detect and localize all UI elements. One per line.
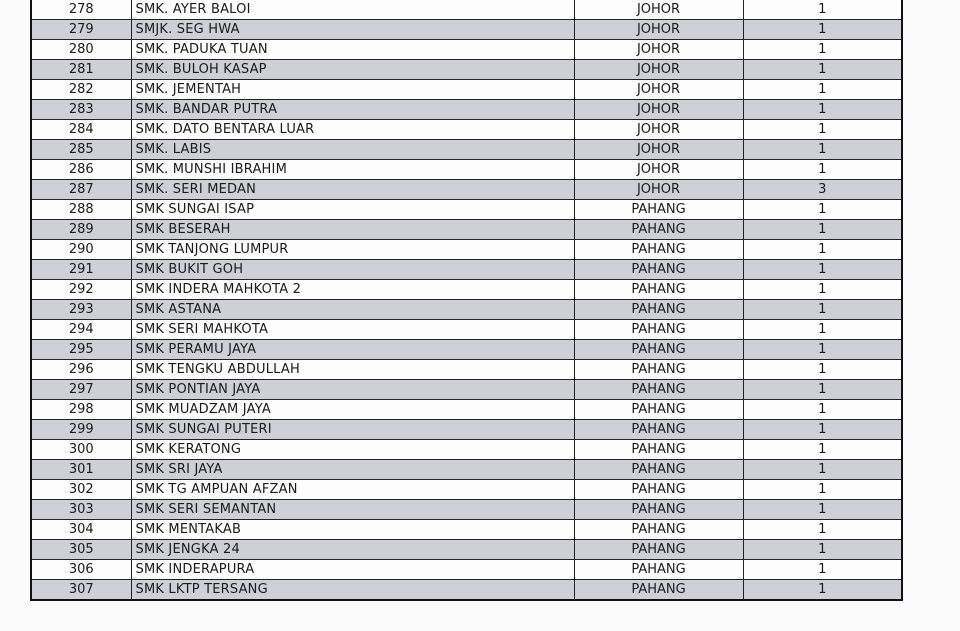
row-number-cell: 278	[31, 0, 131, 20]
count-cell: 1	[743, 240, 902, 260]
row-number-cell: 279	[31, 20, 131, 40]
table-row	[31, 200, 902, 220]
school-list-table-body	[31, 0, 902, 600]
table-row	[31, 80, 902, 100]
table-row	[31, 140, 902, 160]
count-cell: 1	[743, 80, 902, 100]
count-cell: 1	[743, 140, 902, 160]
row-number-cell: 284	[31, 120, 131, 140]
row-number-cell: 293	[31, 300, 131, 320]
school-name-cell: SMK. BULOH KASAP	[131, 60, 574, 80]
row-number-cell: 298	[31, 400, 131, 420]
state-cell: PAHANG	[574, 580, 743, 601]
table-row	[31, 60, 902, 80]
school-name-cell: SMK. PADUKA TUAN	[131, 40, 574, 60]
row-number-cell: 299	[31, 420, 131, 440]
state-cell: PAHANG	[574, 360, 743, 380]
table-row	[31, 120, 902, 140]
school-name-cell: SMK KERATONG	[131, 440, 574, 460]
row-number-cell: 285	[31, 140, 131, 160]
row-number-cell: 280	[31, 40, 131, 60]
count-cell: 1	[743, 120, 902, 140]
table-row	[31, 0, 902, 20]
state-cell: PAHANG	[574, 500, 743, 520]
count-cell: 1	[743, 380, 902, 400]
table-row	[31, 400, 902, 420]
state-cell: PAHANG	[574, 540, 743, 560]
count-cell: 1	[743, 540, 902, 560]
count-cell: 1	[743, 260, 902, 280]
school-name-cell: SMK TG AMPUAN AFZAN	[131, 480, 574, 500]
table-row	[31, 380, 902, 400]
row-number-cell: 282	[31, 80, 131, 100]
state-cell: JOHOR	[574, 140, 743, 160]
table-row	[31, 480, 902, 500]
table-row	[31, 540, 902, 560]
state-cell: PAHANG	[574, 280, 743, 300]
state-cell: PAHANG	[574, 400, 743, 420]
count-cell: 1	[743, 520, 902, 540]
school-name-cell: SMK. JEMENTAH	[131, 80, 574, 100]
school-name-cell: SMK SUNGAI ISAP	[131, 200, 574, 220]
state-cell: PAHANG	[574, 480, 743, 500]
row-number-cell: 288	[31, 200, 131, 220]
table-row	[31, 320, 902, 340]
count-cell: 1	[743, 200, 902, 220]
row-number-cell: 295	[31, 340, 131, 360]
table-row	[31, 440, 902, 460]
table-row	[31, 20, 902, 40]
state-cell: JOHOR	[574, 20, 743, 40]
count-cell: 1	[743, 440, 902, 460]
row-number-cell: 300	[31, 440, 131, 460]
row-number-cell: 302	[31, 480, 131, 500]
row-number-cell: 283	[31, 100, 131, 120]
count-cell: 1	[743, 320, 902, 340]
school-name-cell: SMK SERI MAHKOTA	[131, 320, 574, 340]
state-cell: PAHANG	[574, 320, 743, 340]
row-number-cell: 294	[31, 320, 131, 340]
school-name-cell: SMK MUADZAM JAYA	[131, 400, 574, 420]
table-row	[31, 580, 902, 601]
school-name-cell: SMK INDERA MAHKOTA 2	[131, 280, 574, 300]
count-cell: 3	[743, 180, 902, 200]
table-row	[31, 260, 902, 280]
table-row	[31, 220, 902, 240]
school-name-cell: SMK MENTAKAB	[131, 520, 574, 540]
row-number-cell: 291	[31, 260, 131, 280]
school-name-cell: SMK. LABIS	[131, 140, 574, 160]
count-cell: 1	[743, 220, 902, 240]
count-cell: 1	[743, 580, 902, 601]
state-cell: JOHOR	[574, 0, 743, 20]
school-name-cell: SMK. AYER BALOI	[131, 0, 574, 20]
state-cell: PAHANG	[574, 240, 743, 260]
school-name-cell: SMJK. SEG HWA	[131, 20, 574, 40]
table-row	[31, 360, 902, 380]
school-name-cell: SMK BESERAH	[131, 220, 574, 240]
state-cell: JOHOR	[574, 40, 743, 60]
school-list-table	[30, 0, 903, 601]
table-row	[31, 240, 902, 260]
table-row	[31, 500, 902, 520]
count-cell: 1	[743, 300, 902, 320]
state-cell: PAHANG	[574, 300, 743, 320]
row-number-cell: 301	[31, 460, 131, 480]
table-row	[31, 180, 902, 200]
count-cell: 1	[743, 500, 902, 520]
school-name-cell: SMK. BANDAR PUTRA	[131, 100, 574, 120]
count-cell: 1	[743, 100, 902, 120]
table-row	[31, 300, 902, 320]
count-cell: 1	[743, 460, 902, 480]
state-cell: PAHANG	[574, 200, 743, 220]
table-row	[31, 340, 902, 360]
count-cell: 1	[743, 40, 902, 60]
table-row	[31, 520, 902, 540]
count-cell: 1	[743, 20, 902, 40]
table-row	[31, 40, 902, 60]
row-number-cell: 286	[31, 160, 131, 180]
row-number-cell: 292	[31, 280, 131, 300]
row-number-cell: 307	[31, 580, 131, 601]
school-name-cell: SMK TANJONG LUMPUR	[131, 240, 574, 260]
state-cell: PAHANG	[574, 380, 743, 400]
school-name-cell: SMK JENGKA 24	[131, 540, 574, 560]
school-name-cell: SMK. SERI MEDAN	[131, 180, 574, 200]
state-cell: PAHANG	[574, 440, 743, 460]
count-cell: 1	[743, 480, 902, 500]
school-name-cell: SMK LKTP TERSANG	[131, 580, 574, 601]
table-row	[31, 560, 902, 580]
school-name-cell: SMK. MUNSHI IBRAHIM	[131, 160, 574, 180]
count-cell: 1	[743, 420, 902, 440]
state-cell: JOHOR	[574, 80, 743, 100]
school-name-cell: SMK PERAMU JAYA	[131, 340, 574, 360]
state-cell: JOHOR	[574, 180, 743, 200]
school-name-cell: SMK SERI SEMANTAN	[131, 500, 574, 520]
state-cell: PAHANG	[574, 460, 743, 480]
count-cell: 1	[743, 560, 902, 580]
state-cell: PAHANG	[574, 560, 743, 580]
table-row	[31, 160, 902, 180]
state-cell: PAHANG	[574, 220, 743, 240]
count-cell: 1	[743, 160, 902, 180]
row-number-cell: 306	[31, 560, 131, 580]
school-name-cell: SMK SRI JAYA	[131, 460, 574, 480]
row-number-cell: 287	[31, 180, 131, 200]
state-cell: JOHOR	[574, 100, 743, 120]
school-name-cell: SMK INDERAPURA	[131, 560, 574, 580]
row-number-cell: 305	[31, 540, 131, 560]
count-cell: 1	[743, 280, 902, 300]
state-cell: PAHANG	[574, 520, 743, 540]
state-cell: PAHANG	[574, 260, 743, 280]
row-number-cell: 304	[31, 520, 131, 540]
count-cell: 1	[743, 0, 902, 20]
state-cell: JOHOR	[574, 120, 743, 140]
row-number-cell: 296	[31, 360, 131, 380]
state-cell: JOHOR	[574, 60, 743, 80]
state-cell: PAHANG	[574, 420, 743, 440]
school-name-cell: SMK SUNGAI PUTERI	[131, 420, 574, 440]
row-number-cell: 281	[31, 60, 131, 80]
school-name-cell: SMK TENGKU ABDULLAH	[131, 360, 574, 380]
row-number-cell: 297	[31, 380, 131, 400]
state-cell: JOHOR	[574, 160, 743, 180]
count-cell: 1	[743, 340, 902, 360]
table-row	[31, 280, 902, 300]
school-name-cell: SMK BUKIT GOH	[131, 260, 574, 280]
table-row	[31, 460, 902, 480]
table-row	[31, 420, 902, 440]
school-name-cell: SMK PONTIAN JAYA	[131, 380, 574, 400]
school-name-cell: SMK ASTANA	[131, 300, 574, 320]
count-cell: 1	[743, 60, 902, 80]
count-cell: 1	[743, 400, 902, 420]
table-row	[31, 100, 902, 120]
count-cell: 1	[743, 360, 902, 380]
school-name-cell: SMK. DATO BENTARA LUAR	[131, 120, 574, 140]
row-number-cell: 290	[31, 240, 131, 260]
state-cell: PAHANG	[574, 340, 743, 360]
row-number-cell: 303	[31, 500, 131, 520]
row-number-cell: 289	[31, 220, 131, 240]
